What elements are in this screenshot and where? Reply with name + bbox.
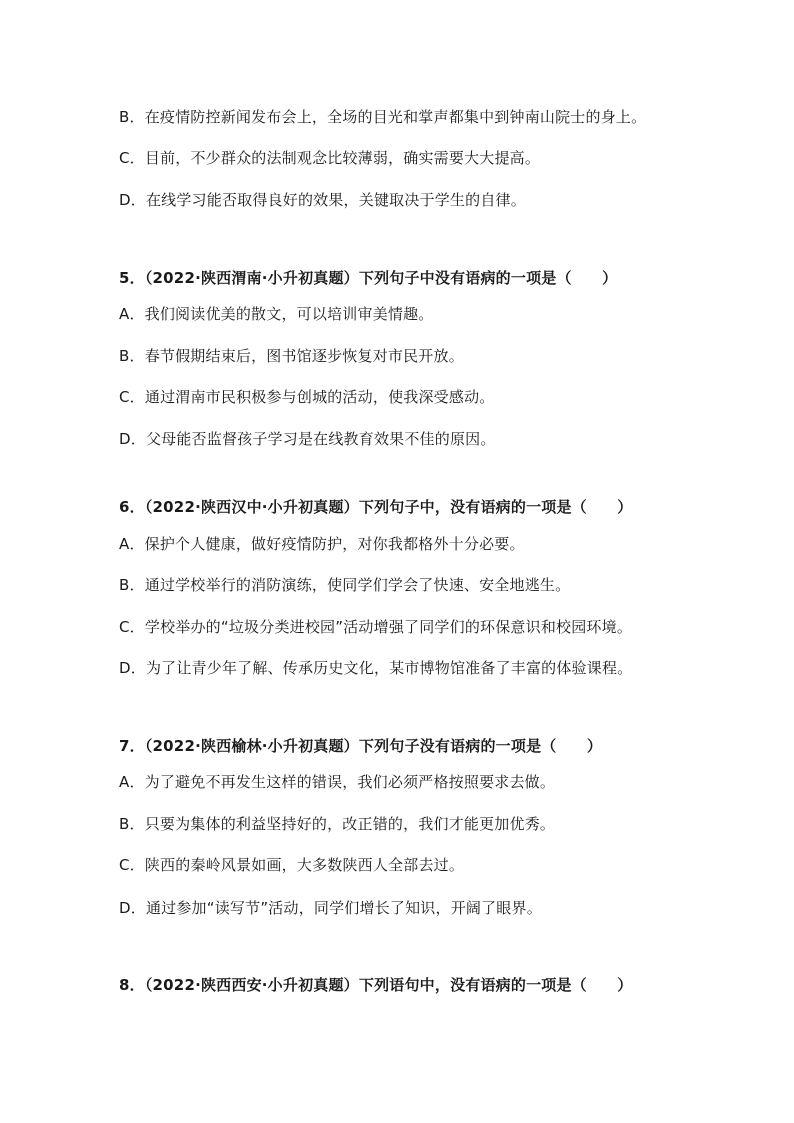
option-b: B．在疫情防控新闻发布会上，全场的目光和掌声都集中到钟南山院士的身上。 [119,108,647,126]
option-b: B．春节假期结束后，图书馆逐步恢复对市民开放。 [119,347,464,365]
question-stem: 7．（2022·陕西榆林·小升初真题）下列句子没有语病的一项是（ ） [119,737,603,755]
option-b: B．通过学校举行的消防演练，使同学们学会了快速、安全地逃生。 [119,576,571,594]
option-a: A．我们阅读优美的散文，可以培训审美情趣。 [119,305,434,323]
option-d: D．父母能否监督孩子学习是在线教育效果不佳的原因。 [119,430,496,448]
option-d: D．通过参加“读写节”活动，同学们增长了知识，开阔了眼界。 [119,899,542,917]
option-b: B．只要为集体的利益坚持好的，改正错的，我们才能更加优秀。 [119,815,556,833]
question-stem: 6．（2022·陕西汉中·小升初真题）下列句子中，没有语病的一项是（ ） [119,498,633,516]
option-a: A．保护个人健康，做好疫情防护，对你我都格外十分必要。 [119,535,525,553]
option-c: C．陕西的秦岭风景如画，大多数陕西人全部去过。 [119,856,465,874]
option-c: C．目前，不少群众的法制观念比较薄弱，确实需要大大提高。 [119,149,541,167]
option-d: D．为了让青少年了解、传承历史文化，某市博物馆准备了丰富的体验课程。 [119,659,633,677]
option-d: D．在线学习能否取得良好的效果，关键取决于学生的自律。 [119,191,526,209]
option-c: C．通过渭南市民积极参与创城的活动，使我深受感动。 [119,388,495,406]
option-c: C．学校举办的“垃圾分类进校园”活动增强了同学们的环保意识和校园环境。 [119,618,633,636]
option-a: A．为了避免不再发生这样的错误，我们必须严格按照要求去做。 [119,773,556,791]
question-stem: 8．（2022·陕西西安·小升初真题）下列语句中，没有语病的一项是（ ） [119,976,633,994]
question-stem: 5．（2022·陕西渭南·小升初真题）下列句子中没有语病的一项是（ ） [119,269,618,287]
